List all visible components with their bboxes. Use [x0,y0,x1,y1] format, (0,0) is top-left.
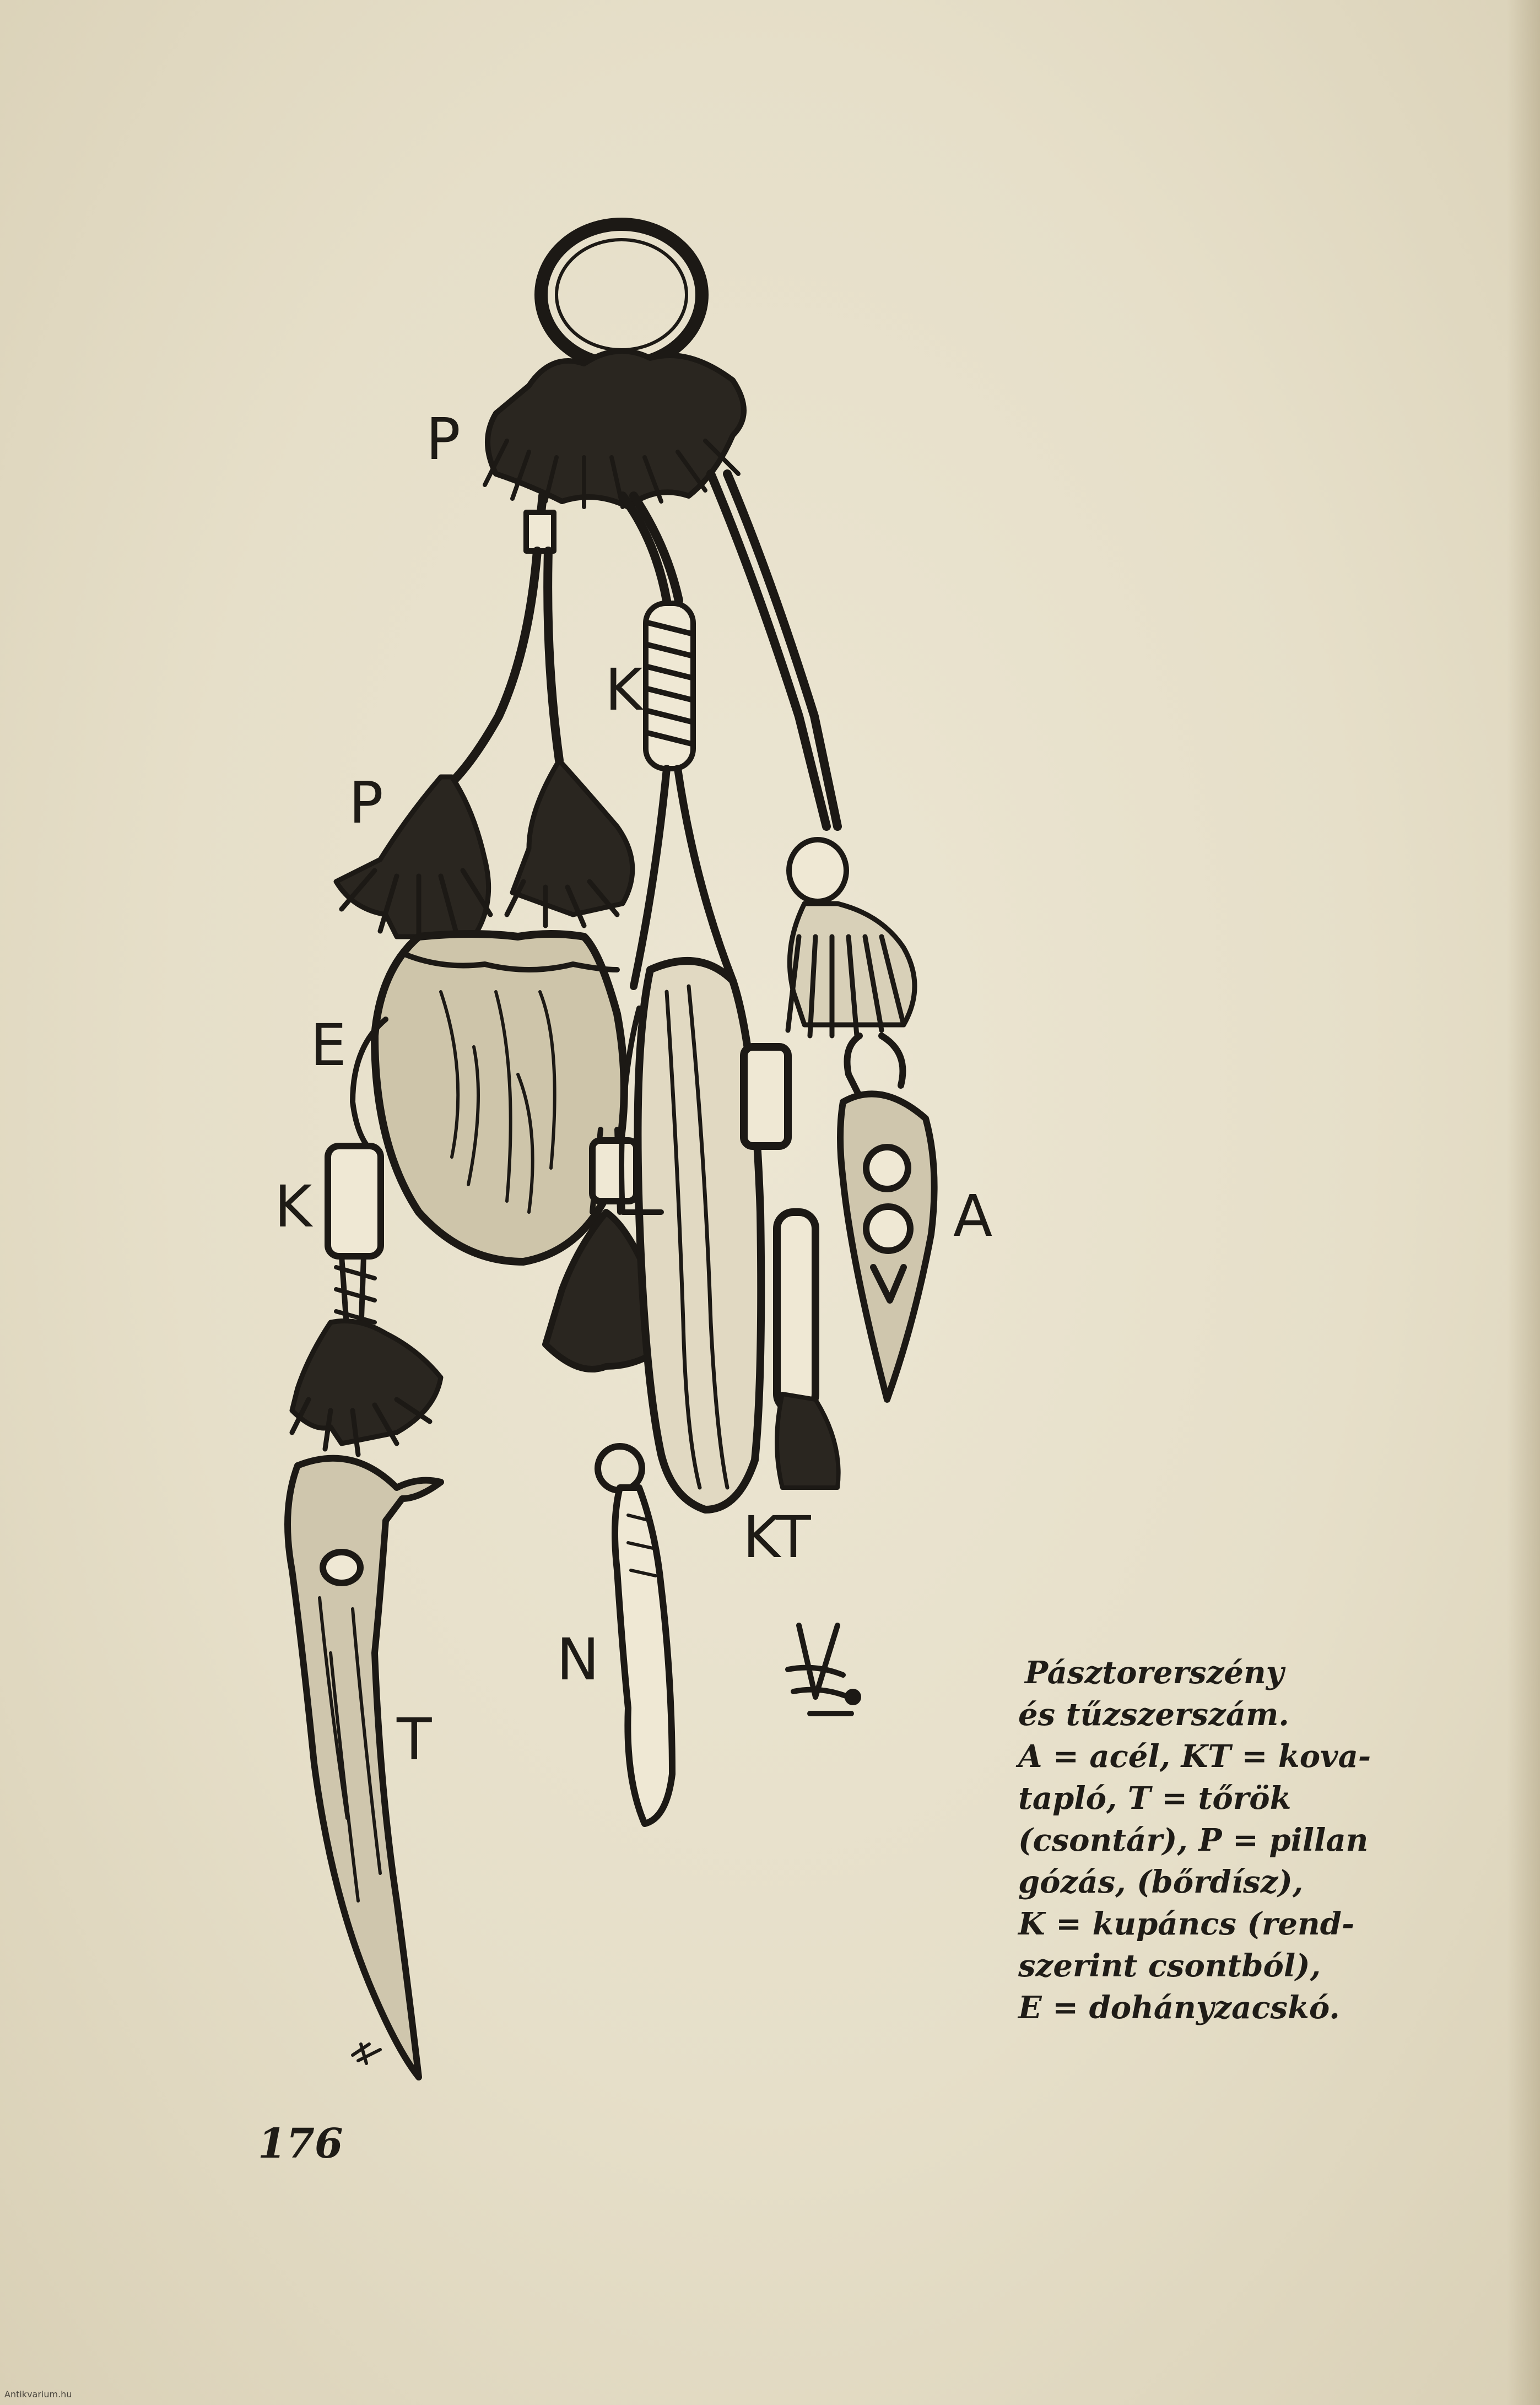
caption-line: E = dohányzacskó. [1018,1990,1340,2026]
watermark: Antikvarium.hu [4,2389,72,2399]
flint-tinder-case-kt [622,961,839,1510]
figure-caption [1018,1652,1437,2029]
page-number: 176 [258,2120,343,2168]
tobacco-pouch-e [353,934,624,1262]
hanging-ring [541,224,702,365]
caption-line: K = kupáncs (rend- [1018,1906,1355,1942]
label-k-left: K [274,1173,312,1240]
caption-line: szerint csontból), [1018,1948,1321,1984]
label-n: N [556,1626,599,1693]
bone-piece-k-top [646,603,693,769]
top-tassel-cluster [485,351,744,507]
tassel-a [788,904,915,1036]
caption-line: Pásztorerszény [1025,1655,1284,1691]
caption-line: A = acél, KT = kova- [1018,1738,1371,1775]
tassel-p-right [507,760,633,926]
caption-line: tapló, T = tőrök [1018,1780,1292,1817]
label-kt: KT [743,1504,811,1571]
bone-piece-k-left [328,1146,381,1333]
label-p-top: P [426,406,461,473]
small-signature [353,2044,380,2063]
label-e: E [310,1012,347,1079]
caption-line: (csontár), P = pillan [1018,1822,1369,1858]
fire-steel-a [840,1036,934,1399]
label-t: T [397,1706,432,1773]
caption-line: és tűzszerszám. [1018,1696,1289,1733]
label-a: A [953,1182,993,1250]
tassel-k-left [292,1321,441,1455]
bead-a [789,840,846,901]
label-p-left: P [349,769,383,836]
caption-line: gózás, (bőrdísz), [1018,1864,1304,1900]
artist-monogram [788,1625,858,1714]
label-k-top: K [605,656,643,723]
